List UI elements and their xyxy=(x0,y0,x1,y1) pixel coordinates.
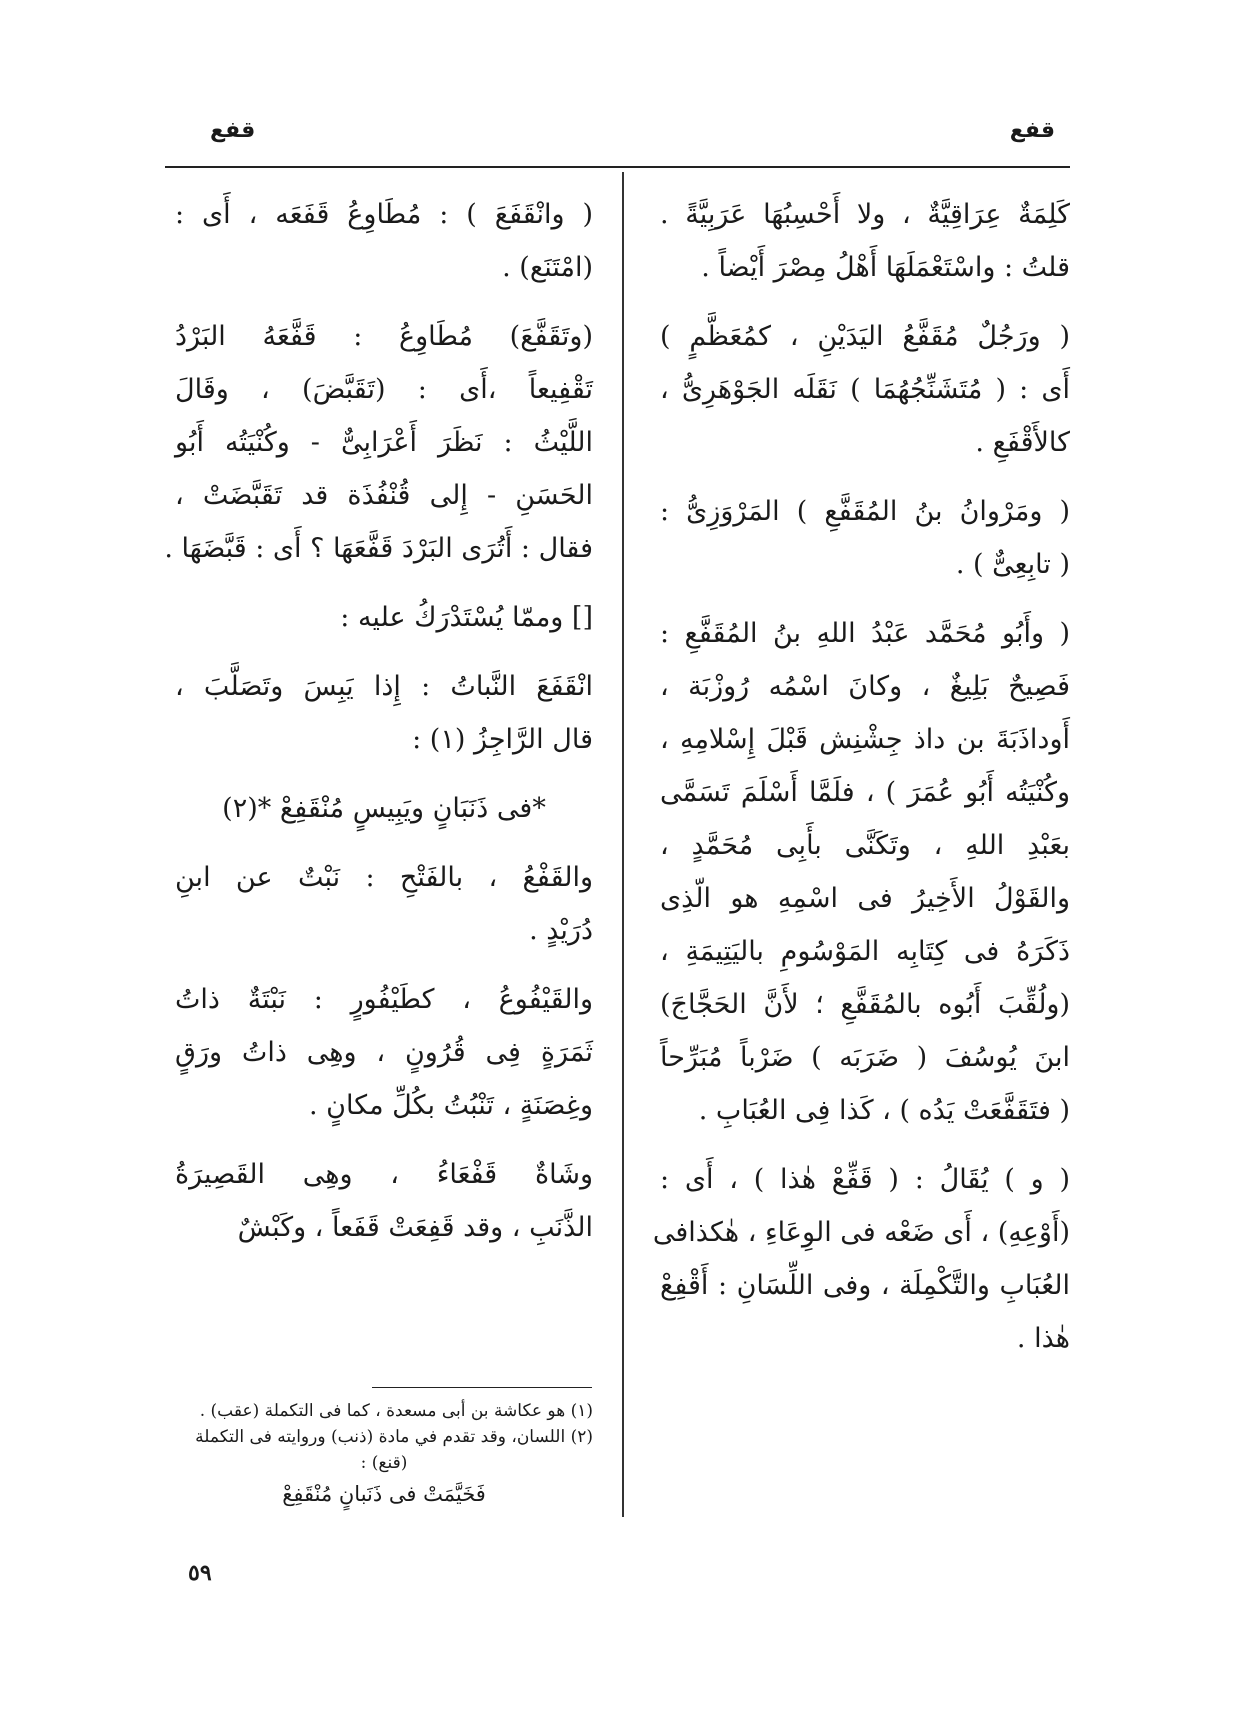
verse-line: *فى ذَنَبَانٍ ويَبِيسٍ مُنْقَفِعْ *(٢) xyxy=(222,793,546,824)
running-head-right: قفع xyxy=(1009,118,1055,143)
text-line: وكُنْيَتُه أَبُو عُمَرَ ) ، فلَمَّا أَسْلَمَ تَسَمَّى xyxy=(660,777,1070,808)
text-line: كَلِمَةٌ عِرَاقِيَّةٌ ، ولا أَحْسِبُهَا عَرَبِيَّةً . xyxy=(660,199,1070,230)
text-line: أَى : ( مُتَشَنِّجُهُمَا ) نَقَلَه الجَوْهَرِىُّ ، xyxy=(660,374,1070,405)
paragraph xyxy=(164,310,593,575)
text-line: ابنَ يُوسُفَ ( ضَرَبَه ) ضَرْباً مُبَرِّحاً xyxy=(660,1042,1070,1073)
paragraph xyxy=(660,188,1070,294)
text-line: والقَفْعُ ، بالفَتْحِ : نَبْتٌ عن ابنِ xyxy=(175,862,593,893)
text-line: ثَمَرَةٍ فِى قُرُونٍ ، وهِى ذاتُ ورَقٍ xyxy=(175,1037,593,1068)
text-line: وغِصَنَةٍ ، تَنْبُتُ بكُلِّ مكانٍ . xyxy=(308,1090,593,1121)
paragraph xyxy=(175,591,593,644)
text-line: (ولُقِّبَ أَبُوه بالمُقَفَّعِ ؛ لأَنَّ الحَجَّاجَ) xyxy=(660,989,1070,1020)
header-rule xyxy=(165,166,1070,168)
text-line: العُبَابِ والتَّكْمِلَة ، وفى اللِّسَانِ : أَقْفِعْ xyxy=(660,1270,1070,1301)
footnote-2: (٢) اللسان، وقد تقدم في مادة (ذنب) وروايته فى التكملة xyxy=(195,1427,593,1447)
footnote-verse: فَخَيَّمَتْ فى ذَنَبانٍ مُنْقَفِعْ xyxy=(282,1482,486,1506)
text-line: [] وممّا يُسْتَدْرَكُ عليه : xyxy=(340,602,593,633)
text-line: انْقَفَعَ النَّباتُ : إِذا يَبِسَ وتَصَلَّبَ ، xyxy=(175,671,593,702)
text-line: الحَسَنِ - إِلى قُنْفُذَة قد تَقَبَّضَتْ ، xyxy=(175,480,593,511)
text-line: تَقْفِيعاً ،أَى : (تَقَبَّضَ) ، وقَالَ xyxy=(175,374,593,405)
text-line: بعَبْدِ اللهِ ، وتَكَنَّى بأَبِى مُحَمَّدٍ ، xyxy=(660,830,1070,861)
text-line: هٰذا . xyxy=(1016,1323,1070,1354)
text-line: ذَكَرَهُ فى كِتَابِه المَوْسُومِ باليَتِيمَةِ ، xyxy=(660,936,1070,967)
paragraph xyxy=(660,310,1070,469)
text-line: فَصِيحٌ بَلِيغٌ ، وكانَ اسْمُه رُوزْبَة ، xyxy=(660,671,1070,702)
text-line: والقَوْلُ الأَخِيرُ فى اسْمِهِ هو الّذِى xyxy=(660,883,1070,914)
text-line: اللَّيْثُ : نَظَرَ أَعْرَابِىٌّ - وكُنْيَتُه أَبُو xyxy=(175,427,593,458)
paragraph xyxy=(175,660,593,766)
text-line: ( ومَرْوانُ بنُ المُقَفَّعِ ) المَرْوَزِىُّ : xyxy=(660,496,1070,527)
text-line: قلتُ : واسْتَعْمَلَهَا أَهْلُ مِصْرَ أَيْضاً . xyxy=(701,252,1070,283)
footnote-rule xyxy=(372,1387,592,1388)
text-line: (وتَقَفَّعَ) مُطَاوِعُ : قَفَّعَهُ البَرْدُ xyxy=(175,321,593,352)
paragraph xyxy=(175,188,593,294)
footnote-1: (١) هو عكاشة بن أبى مسعدة ، كما فى التكملة (عقب) . xyxy=(199,1401,593,1421)
text-line: ( وأَبُو مُحَمَّد عَبْدُ اللهِ بنُ المُقَفَّعِ : xyxy=(660,618,1070,649)
paragraph xyxy=(175,973,593,1132)
text-line: ( ورَجُلٌ مُقَفَّعُ اليَدَيْنِ ، كمُعَظَّمٍ ) xyxy=(660,321,1070,352)
footnotes xyxy=(175,1398,593,1510)
text-line: (امْتَنَع) . xyxy=(502,252,593,283)
text-line: وشَاةٌ قَفْعَاءُ ، وهِى القَصِيرَةُ xyxy=(175,1159,593,1190)
paragraph xyxy=(660,607,1070,1137)
text-line: ( فتَقَفَّعَتْ يَدُه ) ، كَذا فِى العُبَابِ . xyxy=(698,1095,1070,1126)
text-line: (أَوْعِهِ) ، أَى ضَعْه فى الوِعَاءِ ، هٰكذافى xyxy=(652,1217,1070,1248)
left-column xyxy=(164,188,593,1270)
right-column xyxy=(652,188,1070,1381)
text-line: أَوداذَبَةَ بن داذ جِشْنِش قَبْلَ إِسْلامِهِ ، xyxy=(660,724,1070,755)
paragraph xyxy=(175,851,593,957)
paragraph xyxy=(652,1153,1070,1365)
text-line: ( و ) يُقَالُ : ( قَفِّعْ هٰذا ) ، أَى : xyxy=(660,1164,1070,1195)
text-line: والقَيْفُوعُ ، كطَيْفُورٍ : نَبْتَةٌ ذاتُ xyxy=(175,984,593,1015)
text-line: كالأَقْفَعِ . xyxy=(975,427,1070,458)
paragraph xyxy=(175,1148,593,1254)
page-number: ٥٩ xyxy=(188,1560,212,1586)
text-line: ( تابِعِىٌّ ) . xyxy=(955,549,1070,580)
paragraph xyxy=(660,485,1070,591)
text-line: الذَّنَبِ ، وقد قَفِعَتْ قَفَعاً ، وكَبْشٌ xyxy=(237,1212,593,1243)
footnote-2-continuation: (قنع) : xyxy=(360,1453,408,1473)
running-head-left: قفع xyxy=(210,118,256,143)
text-line: ( وانْقَفَعَ ) : مُطَاوِعُ قَفَعَه ، أَى : xyxy=(175,199,593,230)
text-line: دُرَيْدٍ . xyxy=(529,915,593,946)
text-line: فقال : أَتُرَى البَرْدَ قَفَّعَهَا ؟ أَى : قَبَّضَهَا . xyxy=(164,533,593,564)
column-divider xyxy=(622,172,624,1517)
text-line: قال الرَّاجِزُ (١) : xyxy=(412,724,593,755)
